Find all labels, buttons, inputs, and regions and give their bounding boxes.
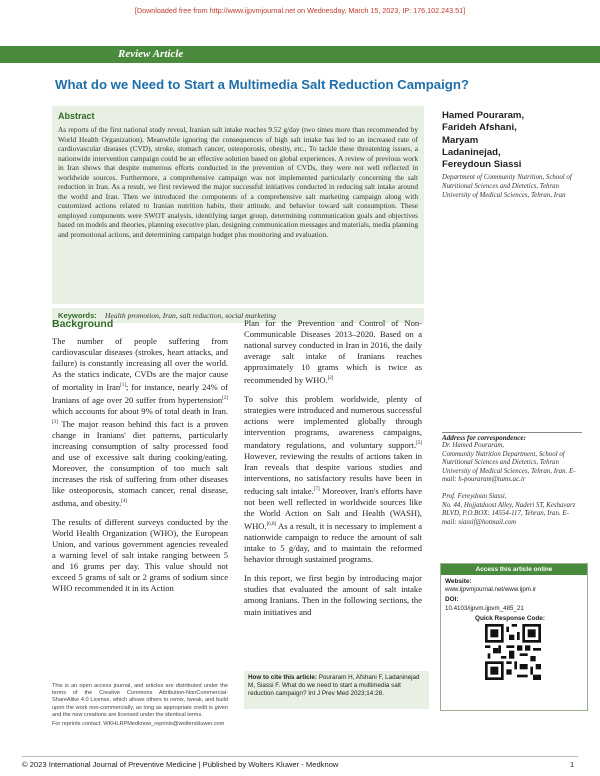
abstract-text: As reports of the first national study reveal, Iranian salt intake reaches 9.52 g/day (two times more than recommended by World Health Organization). Meanwhile ignoring the consequences of high salt intake has led to an increased rate of cardiovascular diseases (CVD), stroke, stomach cancer, osteoporosis, obesity, etc., To tackle these threatening issues, a nationwide intervention campaign could be an effective solution based on global experiences. A review of previous work in Iran shows that despite numerous efforts conducted in the prevention of CVDs, they were not well reflected in worldwide sources. Furthermore, a comprehensive campaign was not implemented particularly concerning the salt reduction in Iran. As a result, we first reviewed the major successful initiatives conducted in reducing salt intake around the world and Iran. Then we introduced the components of a comprehensive salt marketing campaign along with customized actions related to Iranian nutrition habits, their attitude, and behavior toward salt consumption. These employed components were SWOT analysis, identifying target group, determining communication goals and objectives based on models and theories, planning executive plan, designing communication messages and materials, media planning and promotional actions, and determining campaign budget plus monitoring and evaluation.	[58, 125, 418, 240]
background-heading: Background	[52, 318, 114, 330]
website-link[interactable]: www.ijpvmjournal.net/www.ijpm.ir	[445, 586, 537, 593]
author-line: Fereydoun Siassi	[442, 159, 522, 171]
article-type-bar	[0, 46, 600, 63]
correspondence-address: No. 44, Hojjatdoost Alley, Naderi ST, Keshavarz BLVD, P.O.BOX: 14554-117, Tehran, Iran. E-mail: siassif@hotmail.com	[442, 501, 576, 526]
keywords-label: Keywords:	[58, 311, 97, 320]
article-title: What do we Need to Start a Multimedia Salt Reduction Campaign?	[55, 77, 469, 92]
access-online-box	[440, 563, 588, 711]
correspondence-details	[442, 442, 582, 527]
author-list	[442, 110, 582, 171]
body-text: ; for instance, nearly 24% of Iranians of age over 20 suffer from hypertension	[52, 382, 228, 405]
access-bar-label: Access this article online	[441, 564, 587, 575]
open-access-notice: This is an open access journal, and articles are distributed under the terms of the Creative Commons Attribution-NonCommercial-ShareAlike 4.0 License, which allows others to remix, tweak, and build upon the work non-commercially, as long as appropriate credit is given and the new creations are licensed under the identical terms.	[52, 683, 228, 718]
qr-code-icon[interactable]	[485, 624, 541, 680]
website-label: Website:	[445, 578, 472, 585]
footer-text: © 2023 International Journal of Preventive Medicine | Published by Wolters Kluwer - Medknow	[22, 760, 339, 769]
correspondence-name: Dr. Hamed Pouraram,	[442, 442, 505, 449]
body-paragraph: The results of different surveys conducted by the World Health Organization (WHO), the European Union, and various government agencies revealed a warning level of salt intake ranging between 5 and 16 grams per day. This value should not exceed 5 grams of salt or 2 grams of sodium since WHO recommended it in its Action	[52, 517, 228, 594]
doi-link[interactable]: 10.4103/ijpvm.ijpvm_485_21	[445, 605, 524, 612]
divider	[442, 432, 582, 433]
citation-ref[interactable]: [6,8]	[266, 522, 277, 528]
author-line: Hamed Pouraram,	[442, 110, 525, 121]
abstract-heading: Abstract	[58, 111, 95, 121]
body-paragraph: In this report, we first begin by introducing major studies that evaluated the amount of salt intake among Iranians. Then in the following sections, the main initiatives and	[244, 573, 422, 617]
body-text: Plan for the Prevention and Control of Non-Communicable Diseases 2013–2020. Based on a national survey conducted in Iran in 2016, the daily average salt intake of Iranians reaches approximately 10 grams which is twice as recommended by WHO.	[244, 318, 422, 386]
how-to-cite-box	[244, 671, 429, 709]
body-text: The number of people suffering from cardiovascular diseases (strokes, heart attacks, and failure) is constantly increasing all over the world. As the statics indicate, CVDs are the major cause of mortality in Iran	[52, 336, 228, 393]
body-column-left	[52, 336, 228, 602]
author-line: Ladaninejad,	[442, 146, 501, 158]
author-line: Farideh Afshani,	[442, 122, 517, 134]
doi-label: DOI:	[445, 596, 459, 603]
citation-ref[interactable]: [5]	[416, 441, 422, 447]
body-text: Moreover, Iran's efforts have not been well reflected in worldwide sources like the World Action on Salt and Health (WASH), WHO.	[244, 486, 422, 532]
qr-label: Quick Response Code:	[475, 615, 545, 622]
body-text: which accounts for about 9% of total death in Iran.	[52, 405, 228, 416]
citation-ref[interactable]: [4]	[121, 499, 128, 505]
body-column-right	[244, 318, 422, 626]
citation-ref[interactable]: [7]	[313, 487, 320, 493]
cite-text: Pouraram H, Afshani F, Ladaninejad M, Siassi F. What do we need to start a multimedia salt reduction campaign? Int J Prev Med 2023;14:28.	[248, 674, 420, 697]
page-number: 1	[570, 760, 575, 769]
body-text: The major reason behind this fact is a proven change in Iranians' diet patterns, particularly increasing consumption of salty processed food and use of excessive salt during cooking/eating. Moreover, the consumption of too much salt increases the risk of suffering from other diseases like osteoporosis, stomach cancer, renal disease, asthma, and obesity.	[52, 418, 228, 509]
citation-ref[interactable]: [1]	[120, 383, 126, 389]
citation-ref[interactable]: [2]	[222, 396, 228, 402]
correspondence-heading: Address for correspondence:	[442, 434, 526, 442]
author-line: Maryam	[442, 134, 479, 146]
download-banner: [Downloaded free from http://www.ijpvmjournal.net on Wednesday, March 15, 2023, IP: 176.102.243.51]	[134, 6, 466, 15]
author-affiliation: Department of Community Nutrition, School of Nutritional Sciences and Dietetics, Tehran University of Medical Sciences, Tehran, Iran	[442, 174, 572, 199]
body-text: However, reviewing the results of actions taken in Iran reveals that despite various studies and interventions, no satisfactory results have been in reducing salt intake.	[244, 451, 422, 497]
article-type-label: Review Article	[118, 48, 184, 60]
body-text: To solve this problem worldwide, plenty of strategies were introduced and numerous successful actions were implemented globally through intervention programs, awareness campaigns, mandatory regulations, and voluntary support.	[244, 394, 422, 451]
citation-ref[interactable]: [2]	[327, 376, 334, 382]
citation-ref[interactable]: [3]	[52, 420, 58, 426]
body-text: As a result, it is necessary to implement a nationwide campaign to reduce the amount of salt intake to 5 g/day, and to maintain the reformed behavior through sustained programs.	[244, 521, 422, 565]
abstract-panel	[52, 106, 424, 304]
correspondence-name: Prof. Fereydoun Siassi,	[442, 492, 507, 500]
cite-label: How to cite this article:	[248, 674, 317, 681]
reprints-contact: For reprints contact: WKHLRPMedknow_reprints@wolterskluwer.com	[52, 721, 225, 727]
footer-divider	[22, 756, 578, 757]
correspondence-address: Community Nutrition Department, School of Nutritional Sciences and Dietetics, Tehran University of Medical Sciences, Tehran, Iran. E-mail: h-pouraram@tums.ac.ir	[442, 450, 576, 484]
keywords-value: Health promotion, Iran, salt reduction, social marketing	[105, 311, 276, 320]
